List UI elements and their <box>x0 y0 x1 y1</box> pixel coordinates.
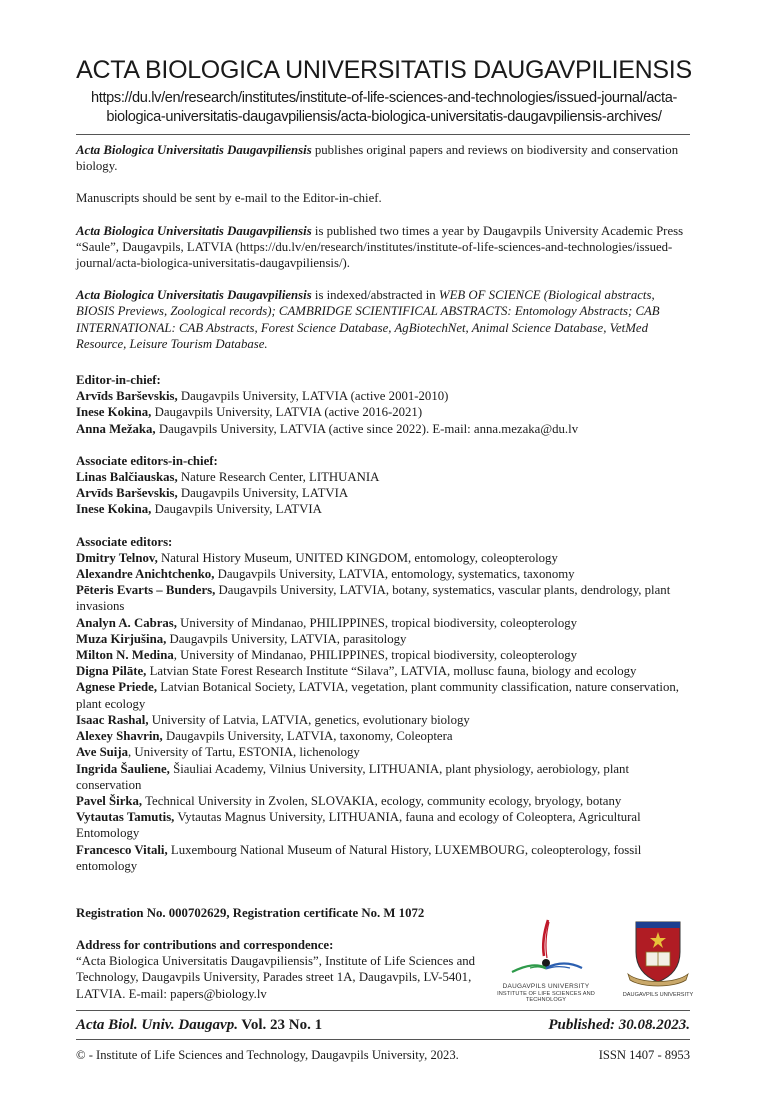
editor-affiliation: Daugavpils University, LATVIA, botany, systematics, vascular plants, dendrology, plant invasions <box>76 583 671 614</box>
editor-affiliation: Daugavpils University, LATVIA <box>177 486 349 501</box>
editor-entry <box>76 388 692 404</box>
editor-affiliation: Daugavpils University, LATVIA (active 2001-2010) <box>177 389 449 404</box>
associate-editors-in-chief-section <box>76 453 692 518</box>
editor-name: Arvīds Barševskis, <box>76 486 178 501</box>
registration-info: Registration No. 000702629, Registration certificate No. M 1072 <box>76 906 425 920</box>
intro-paragraph-2: Manuscripts should be sent by e-mail to the Editor-in-chief. <box>76 191 382 206</box>
editor-entry <box>76 744 692 760</box>
editor-entry <box>76 728 692 744</box>
editor-entry <box>76 485 692 501</box>
editor-affiliation: Daugavpils University, LATVIA, entomology, systematics, taxonomy <box>214 567 575 582</box>
published-date: Published: 30.08.2023. <box>548 1017 690 1033</box>
editor-entry <box>76 566 692 582</box>
journal-url-line-1[interactable]: https://du.lv/en/research/institutes/institute-of-life-sciences-and-technologies/issued-journal/acta- <box>90 90 677 106</box>
editor-entry <box>76 663 692 679</box>
editor-affiliation: Natural History Museum, UNITED KINGDOM, entomology, coleopterology <box>157 550 558 565</box>
editor-affiliation: , University of Tartu, ESTONIA, lichenology <box>128 745 360 760</box>
editor-affiliation: Vytautas Magnus University, LITHUANIA, fauna and ecology of Coleoptera, Agricultural Entomology <box>76 810 641 841</box>
editor-name: Francesco Vitali, <box>76 842 168 857</box>
address-block <box>76 937 496 1002</box>
editor-entry <box>76 550 692 566</box>
editor-name: Agnese Priede, <box>76 680 158 695</box>
editor-affiliation: Latvian Botanical Society, LATVIA, vegetation, plant community classification, nature conservation, plant ecology <box>76 680 679 711</box>
address-heading: Address for contributions and correspondence: <box>76 938 334 952</box>
editor-entry <box>76 582 692 614</box>
intro-paragraph-3: Acta Biologica Universitatis Daugavpiliensis is published two times a year by Daugavpils University Academic Press “Saule”, Daugavpils, LATVIA (https://du.lv/en/research/institutes/institute-of-life-sciences-and-technologies/issued-journal/acta-biologica-universitatis-daugavpiliensis/). <box>76 223 684 271</box>
editor-name: Alexandre Anichtchenko, <box>76 567 215 582</box>
editor-entry <box>76 842 692 874</box>
institute-logo-line-2: INSTITUTE OF LIFE SCIENCES AND TECHNOLOGY <box>497 990 595 1004</box>
editor-name: Inese Kokina, <box>76 405 152 420</box>
editor-name: Ingrida Šauliene, <box>76 761 170 776</box>
journal-url-line-2[interactable]: biologica-universitatis-daugavpiliensis/acta-biologica-universitatis-daugavpiliensis-archives/ <box>106 109 662 125</box>
editor-affiliation: Nature Research Center, LITHUANIA <box>177 470 380 485</box>
editor-entry <box>76 809 692 841</box>
main-content <box>76 142 692 874</box>
volume-issue: Vol. 23 No. 1 <box>237 1017 323 1033</box>
editor-entry <box>76 712 692 728</box>
editor-name: Analyn A. Cabras, <box>76 615 177 630</box>
section-heading: Editor-in-chief: <box>76 373 161 388</box>
intro-paragraph-1: Acta Biologica Universitatis Daugavpiliensis publishes original papers and reviews on biodiversity and conservation biology. <box>76 143 679 174</box>
editor-affiliation: Šiauliai Academy, Vilnius University, LITHUANIA, plant physiology, aerobiology, plant conservation <box>76 761 630 792</box>
editor-entry <box>76 679 692 711</box>
editor-name: Milton N. Medina <box>76 648 174 663</box>
address-text: “Acta Biologica Universitatis Daugavpiliensis”, Institute of Life Sciences and Technology, Daugavpils University, Parades street 1A, Daugavpils, LV-5401, LATVIA. E-mail: papers@biology.lv <box>76 954 476 1001</box>
journal-abbreviation: Acta Biol. Univ. Daugavp. <box>76 1017 238 1033</box>
editor-name: Dmitry Telnov, <box>76 550 158 565</box>
editor-name: Muza Kirjušina, <box>76 631 167 646</box>
editor-entry <box>76 761 692 793</box>
journal-title: ACTA BIOLOGICA UNIVERSITATIS DAUGAVPILIENSIS <box>76 56 692 84</box>
editor-entry <box>76 631 692 647</box>
editor-affiliation: Daugavpils University, LATVIA, parasitology <box>166 631 407 646</box>
editor-name: Anna Mežaka, <box>76 421 156 436</box>
editor-entry <box>76 421 692 437</box>
editor-entry <box>76 501 692 517</box>
footer-divider-top <box>76 1010 690 1011</box>
editor-name: Arvīds Barševskis, <box>76 389 178 404</box>
editor-entry <box>76 647 692 663</box>
editor-affiliation: Daugavpils University, LATVIA (active 2016-2021) <box>151 405 423 420</box>
institute-logo <box>482 918 610 1004</box>
header-divider <box>76 134 690 135</box>
university-crest-icon <box>622 918 694 990</box>
editor-name: Vytautas Tamutis, <box>76 810 175 825</box>
editor-affiliation: Daugavpils University, LATVIA <box>151 502 322 517</box>
editor-name: Pēteris Evarts – Bunders, <box>76 583 216 598</box>
intro-paragraph-4: Acta Biologica Universitatis Daugavpiliensis is indexed/abstracted in WEB OF SCIENCE (Biological abstracts, BIOSIS Previews, Zoological records); CAMBRIDGE SCIENTIFICAL ABSTRACTS: Entomology Abstracts; CAB INTERNATIONAL: CAB Abstracts, Forest Science Database, AgBiotechNet, Animal Science Database, VetMed Resource, Leisure Tourism Database. <box>76 288 660 351</box>
editor-affiliation: Luxembourg National Museum of Natural History, LUXEMBOURG, coleopterology, fossil entomology <box>76 842 642 873</box>
institute-logo-line-1: DAUGAVPILS UNIVERSITY <box>502 983 590 990</box>
editor-name: Digna Pilāte, <box>76 664 147 679</box>
editor-affiliation: Daugavpils University, LATVIA, taxonomy, Coleoptera <box>162 729 453 744</box>
editor-entry <box>76 793 692 809</box>
editor-entry <box>76 615 692 631</box>
editor-name: Isaac Rashal, <box>76 712 149 727</box>
institute-logo-icon <box>482 918 610 984</box>
issn-number: ISSN 1407 - 8953 <box>598 1048 690 1062</box>
people-list <box>76 469 692 518</box>
footer-divider-bottom <box>76 1039 690 1040</box>
editor-name: Alexey Shavrin, <box>76 729 163 744</box>
editor-affiliation: University of Mindanao, PHILIPPINES, tropical biodiversity, coleopterology <box>176 615 578 630</box>
section-heading: Associate editors-in-chief: <box>76 453 218 468</box>
editor-affiliation: Technical University in Zvolen, SLOVAKIA, ecology, community ecology, bryology, botany <box>142 793 622 808</box>
editor-affiliation: Latvian State Forest Research Institute “Silava”, LATVIA, mollusc fauna, biology and ecology <box>146 664 637 679</box>
associate-editors-section <box>76 534 692 874</box>
section-heading: Associate editors: <box>76 534 173 549</box>
copyright-notice: © - Institute of Life Sciences and Technology, Daugavpils University, 2023. <box>76 1048 459 1062</box>
editor-name: Pavel Širka, <box>76 793 143 808</box>
editor-entry <box>76 469 692 485</box>
editor-affiliation: University of Latvia, LATVIA, genetics, evolutionary biology <box>148 712 470 727</box>
editor-entry <box>76 404 692 420</box>
editor-affiliation: Daugavpils University, LATVIA (active since 2022). E-mail: anna.mezaka@du.lv <box>155 421 579 436</box>
editor-affiliation: , University of Mindanao, PHILIPPINES, tropical biodiversity, coleopterology <box>173 648 578 663</box>
university-logo-caption: DAUGAVPILS UNIVERSITY <box>622 992 694 998</box>
editor-name: Linas Balčiauskas, <box>76 470 178 485</box>
people-list <box>76 550 692 874</box>
journal-url[interactable] <box>60 89 708 127</box>
editor-name: Ave Suija <box>76 745 129 760</box>
editor-in-chief-section <box>76 372 692 437</box>
university-logo <box>622 918 694 1000</box>
people-list <box>76 388 692 437</box>
editor-name: Inese Kokina, <box>76 502 152 517</box>
